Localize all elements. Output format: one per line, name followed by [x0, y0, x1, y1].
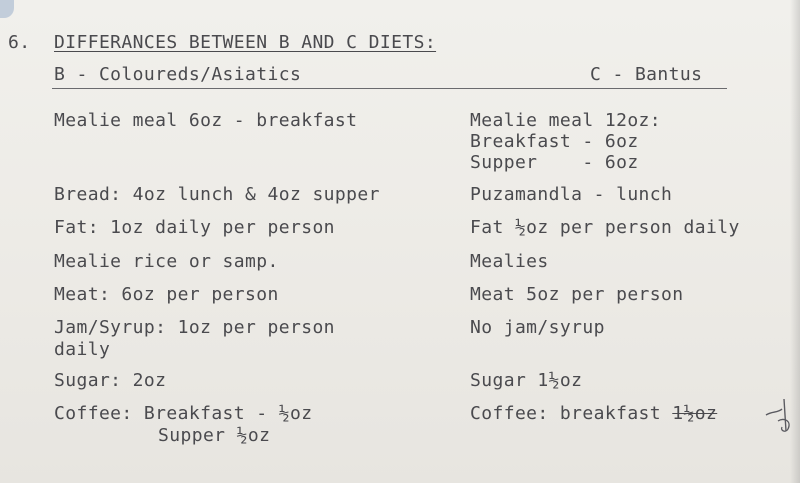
- right-row-coffee: [470, 403, 717, 425]
- section-number: 6.: [8, 32, 31, 53]
- right-row-meat: Meat 5oz per person: [470, 284, 684, 305]
- right-row-mealies: Mealies: [470, 251, 549, 272]
- header-underline: [52, 88, 727, 89]
- left-row-sugar: Sugar: 2oz: [54, 370, 167, 391]
- right-row-supper: Supper - 6oz: [470, 152, 639, 173]
- right-row-coffee-struck: 1½oz: [672, 403, 718, 424]
- section-title: DIFFERANCES BETWEEN B AND C DIETS:: [54, 32, 437, 53]
- left-row-mealie-rice: Mealie rice or samp.: [54, 251, 279, 272]
- right-row-no-jam: No jam/syrup: [470, 317, 605, 338]
- left-row-jam-line2: daily: [54, 339, 111, 360]
- left-row-meat: Meat: 6oz per person: [54, 284, 279, 305]
- right-row-puzamandla: Puzamandla - lunch: [470, 184, 673, 205]
- left-row-bread: Bread: 4oz lunch & 4oz supper: [54, 184, 380, 205]
- right-row-fat: Fat ½oz per person daily: [470, 217, 740, 238]
- left-row-jam-line1: Jam/Syrup: 1oz per person: [54, 317, 335, 338]
- left-row-coffee-line2: Supper ½oz: [158, 425, 271, 446]
- punch-hole: [0, 0, 14, 18]
- left-row-coffee-line1: Coffee: Breakfast - ½oz: [54, 403, 313, 424]
- right-row-sugar: Sugar 1½oz: [470, 370, 583, 391]
- column-header-right: C - Bantus: [590, 64, 703, 85]
- handwritten-mark-icon: [758, 395, 798, 435]
- right-row-breakfast: Breakfast - 6oz: [470, 131, 639, 152]
- left-row-fat: Fat: 1oz daily per person: [54, 217, 335, 238]
- column-header-left: B - Coloureds/Asiatics: [54, 64, 302, 85]
- right-row-mealie-meal: Mealie meal 12oz:: [470, 110, 662, 131]
- left-row-mealie-meal: Mealie meal 6oz - breakfast: [54, 110, 358, 131]
- right-row-coffee-text: Coffee: breakfast: [470, 403, 673, 424]
